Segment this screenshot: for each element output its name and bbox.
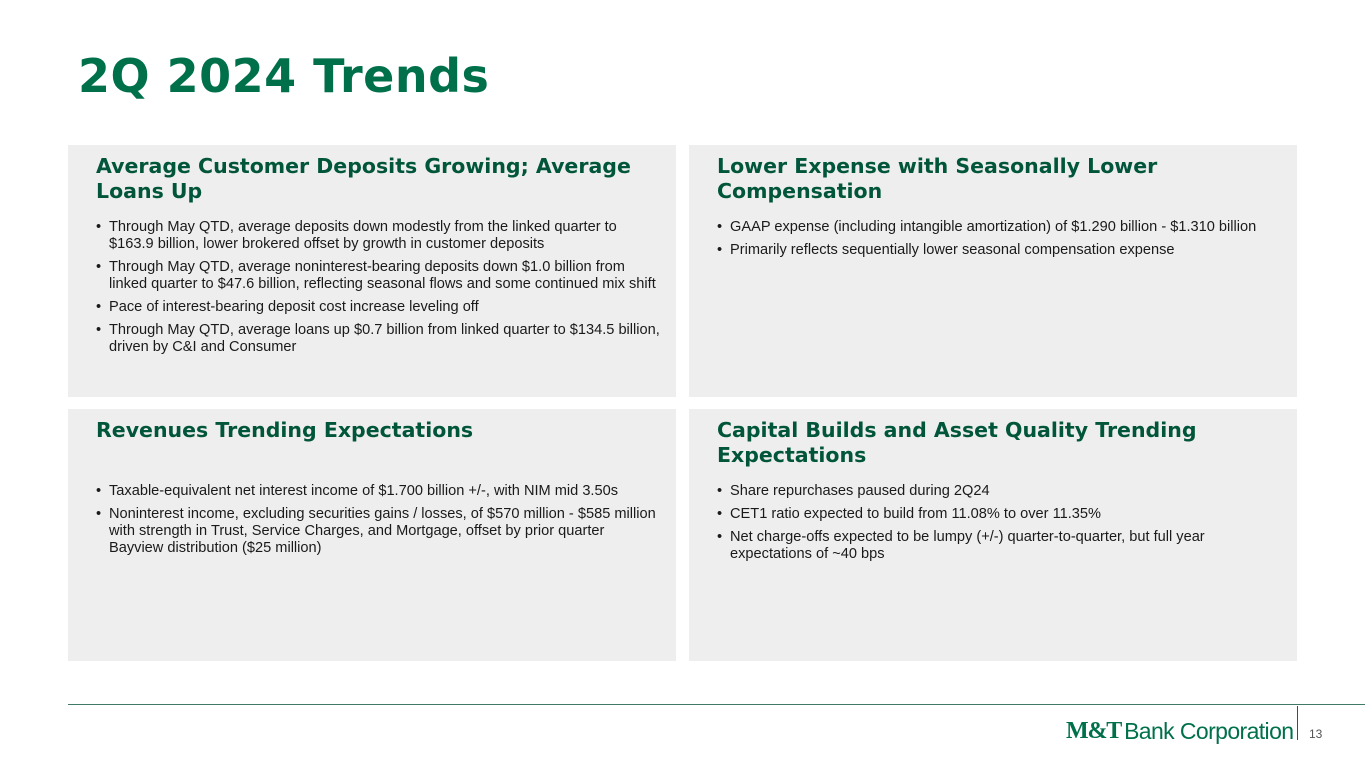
panel-heading: Lower Expense with Seasonally Lower Compensation bbox=[717, 154, 1158, 203]
company-logo bbox=[1066, 716, 1293, 746]
panel-heading: Capital Builds and Asset Quality Trending Expectations bbox=[717, 418, 1197, 467]
bullet-list bbox=[717, 483, 1283, 563]
logo-divider bbox=[1297, 706, 1298, 740]
logo-mark: M&T bbox=[1066, 717, 1122, 744]
page-number: 13 bbox=[1309, 727, 1323, 741]
panel-revenues bbox=[68, 409, 676, 661]
panel-heading: Revenues Trending Expectations bbox=[96, 418, 474, 442]
bullet-item: • Taxable-equivalent net interest income of $1.700 billion +/-, with NIM mid 3.50s bbox=[96, 483, 662, 500]
bullet-item: • Through May QTD, average deposits down modestly from the linked quarter to $163.9 billion, lower brokered offset by growth in customer deposits bbox=[96, 219, 662, 253]
page-title: 2Q 2024 Trends bbox=[78, 49, 490, 103]
bullet-item: • Primarily reflects sequentially lower seasonal compensation expense bbox=[717, 242, 1283, 259]
bullet-item: • GAAP expense (including intangible amortization) of $1.290 billion - $1.310 billion bbox=[717, 219, 1283, 236]
bullet-list bbox=[96, 219, 662, 356]
footer-divider bbox=[68, 704, 1365, 705]
bullet-list bbox=[717, 219, 1283, 259]
bullet-item: • Noninterest income, excluding securities gains / losses, of $570 million - $585 million with strength in Trust, Service Charges, and Mortgage, offset by prior quarter Bayview distribution ($25 million) bbox=[96, 506, 662, 557]
bullet-item: • Through May QTD, average noninterest-bearing deposits down $1.0 billion from linked quarter to $47.6 billion, reflecting seasonal flows and some continued mix shift bbox=[96, 259, 662, 293]
panel-heading: Average Customer Deposits Growing; Average Loans Up bbox=[96, 154, 631, 203]
panel-expense bbox=[689, 145, 1297, 397]
bullet-item: • Pace of interest-bearing deposit cost increase leveling off bbox=[96, 299, 662, 316]
bullet-list bbox=[96, 483, 662, 557]
bullet-item: • Net charge-offs expected to be lumpy (+/-) quarter-to-quarter, but full year expectations of ~40 bps bbox=[717, 529, 1283, 563]
bullet-item: • Through May QTD, average loans up $0.7 billion from linked quarter to $134.5 billion, driven by C&I and Consumer bbox=[96, 322, 662, 356]
logo-text: Bank Corporation bbox=[1124, 717, 1294, 744]
bullet-item: • Share repurchases paused during 2Q24 bbox=[717, 483, 1283, 500]
panel-capital-asset-quality bbox=[689, 409, 1297, 661]
bullet-item: • CET1 ratio expected to build from 11.08% to over 11.35% bbox=[717, 506, 1283, 523]
panel-deposits-loans bbox=[68, 145, 676, 397]
